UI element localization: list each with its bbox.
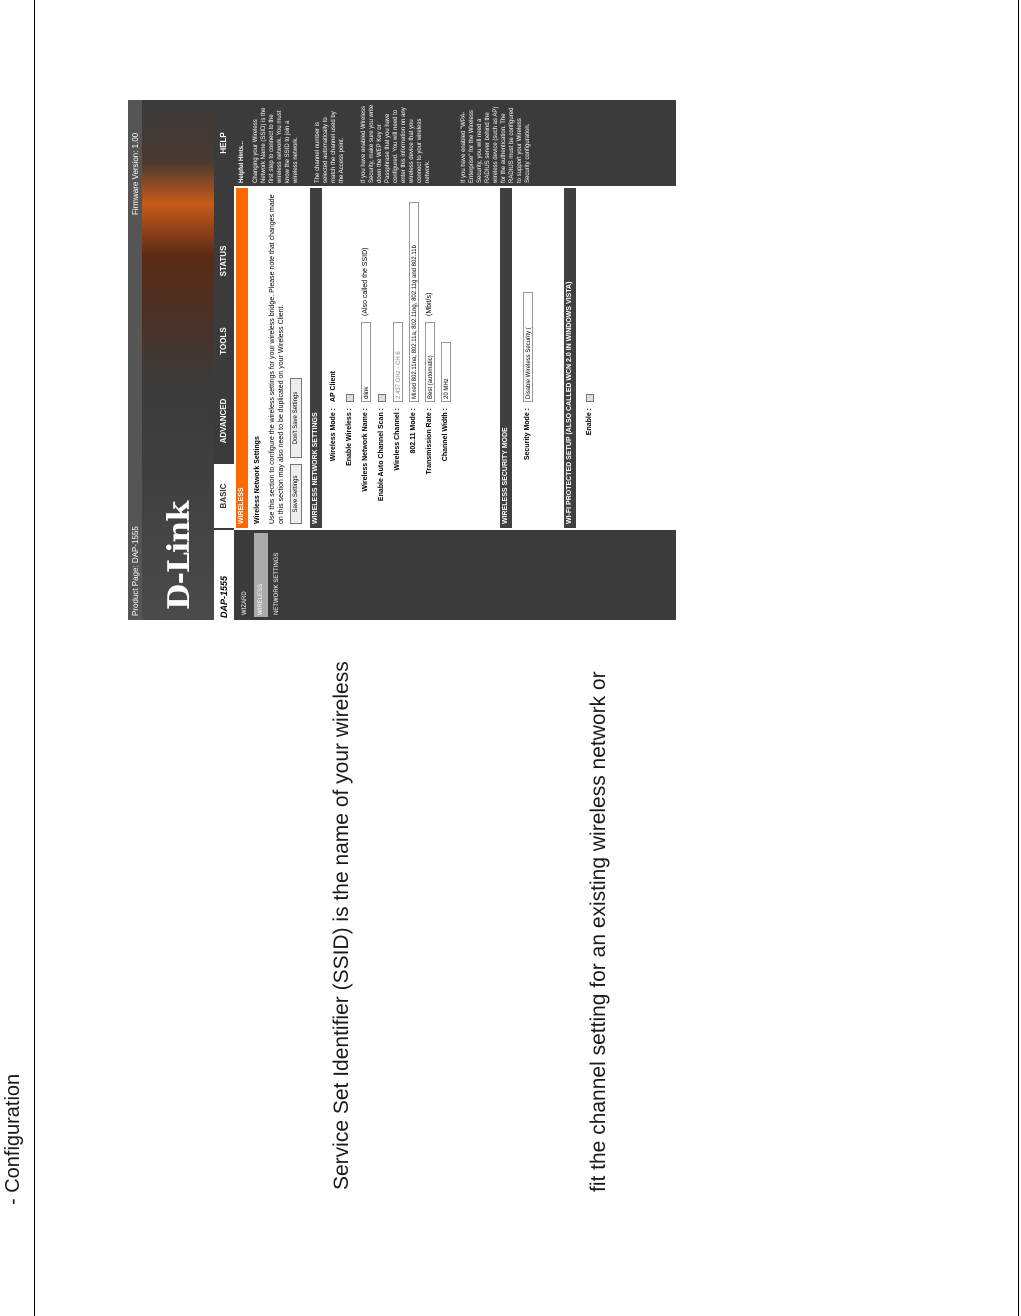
auto-channel-scan-checkbox[interactable] (378, 394, 386, 402)
tab-help[interactable]: HELP (219, 132, 228, 154)
ssid-hint: (Also called the SSID) (362, 247, 369, 316)
channel-width-label: Channel Width : (442, 408, 449, 462)
wps-header: WI-FI PROTECTED SETUP (ALSO CALLED WCN 2.0 IN WINDOWS VISTA) (564, 188, 576, 528)
nav-network-settings[interactable]: NETWORK SETTINGS (274, 552, 280, 615)
auto-channel-scan-label: Enable Auto Channel Scan : (378, 408, 385, 502)
help-hint-radius: If you have enabled "WPA-Enterprise" for the Wireless Security, you will need a RADIUS server behind the wireless device (such as AP) for the authentication. The RADIUS must be configured to support your Wireless Security configuration. (461, 106, 531, 183)
help-column (234, 100, 676, 186)
wireless-channel-label: Wireless Channel : (394, 408, 401, 471)
mode-80211-label: 802.11 Mode : (410, 408, 417, 454)
section-title: - Configuration (2, 1073, 24, 1205)
wps-enable-label: Enable : (586, 408, 593, 436)
help-hint-security: If you have enabled Wireless Security, make sure you write down the WEP Key or Passphrase that you have configured. You will need to enter this information on any wireless device that you connect to your wireless network. (361, 104, 431, 183)
enable-wireless-checkbox[interactable] (346, 394, 354, 402)
tab-bar (214, 100, 234, 620)
router-screenshot (128, 100, 676, 620)
mode-80211-select[interactable]: Mixed 802.11na, 802.11a, 802.11ng, 802.11g and 802.11b (409, 202, 419, 402)
save-settings-button[interactable]: Save Settings (290, 464, 302, 524)
right-rule (1018, 0, 1019, 1316)
wireless-network-name-label: Wireless Network Name : (362, 408, 369, 492)
nav-wizard[interactable]: WIZARD (242, 591, 248, 615)
nav-wireless[interactable]: WIRELESS (254, 533, 268, 617)
wireless-channel-select[interactable]: 2.437 GHz - CH 6 (393, 322, 403, 402)
paragraph-ssid: Service Set Identifier (SSID) is the name of your wireless (330, 661, 353, 1190)
wireless-network-name-input[interactable]: dlink (361, 322, 371, 402)
transmission-rate-label: Transmission Rate : (426, 408, 433, 475)
banner (142, 100, 214, 620)
help-hint-ssid: Changing your Wireless Network Name (SSID) is the first step to connect to the wireless network. You must know the SSID to join a wireless network. (253, 107, 299, 183)
firmware-label: Firmware Version: 1.00 (131, 132, 140, 215)
wireless-security-mode-header: WIRELESS SECURITY MODE (500, 188, 512, 528)
product-page-label: Product Page: DAP-1555 (131, 526, 140, 616)
tab-basic[interactable]: BASIC (214, 464, 234, 528)
left-rule (34, 0, 35, 1316)
wps-enable-checkbox[interactable] (586, 394, 594, 402)
tab-status[interactable]: STATUS (219, 245, 228, 277)
wireless-header: WIRELESS (236, 188, 248, 528)
tab-tools[interactable]: TOOLS (219, 327, 228, 355)
rate-unit: (Mbit/s) (426, 292, 433, 316)
security-mode-select[interactable]: Disable Wireless Security ( (523, 292, 533, 402)
model-label: DAP-1555 (214, 530, 234, 620)
wireless-network-settings-header: WIRELESS NETWORK SETTINGS (310, 188, 322, 528)
tab-advanced[interactable]: ADVANCED (219, 398, 228, 444)
paragraph-channel: fit the channel setting for an existing wireless network or (587, 671, 610, 1192)
channel-width-select[interactable]: 20 MHz (441, 342, 451, 402)
wireless-mode-value: AP Client (330, 371, 337, 402)
wns-description: Use this section to configure the wireless settings for your wireless bridge. Please note that changes made on this section may also need to be duplicated on your Wireless Client. (269, 194, 285, 524)
enable-wireless-label: Enable Wireless : (346, 408, 353, 466)
top-bar (128, 100, 142, 620)
security-mode-label: Security Mode : (524, 408, 531, 461)
help-title: Helpful Hints... (239, 141, 245, 183)
left-nav (234, 530, 676, 620)
dont-save-settings-button[interactable]: Don't Save Settings (290, 378, 302, 458)
main-content (234, 188, 676, 528)
wns-heading: Wireless Network Settings (254, 436, 261, 524)
transmission-rate-select[interactable]: Best (automatic) (425, 322, 435, 402)
wireless-mode-label: Wireless Mode : (330, 408, 337, 462)
help-hint-channel: The channel number is selected automatically to match the channel used by the Access point. (315, 111, 345, 183)
dlink-logo: D-Link (162, 501, 197, 610)
